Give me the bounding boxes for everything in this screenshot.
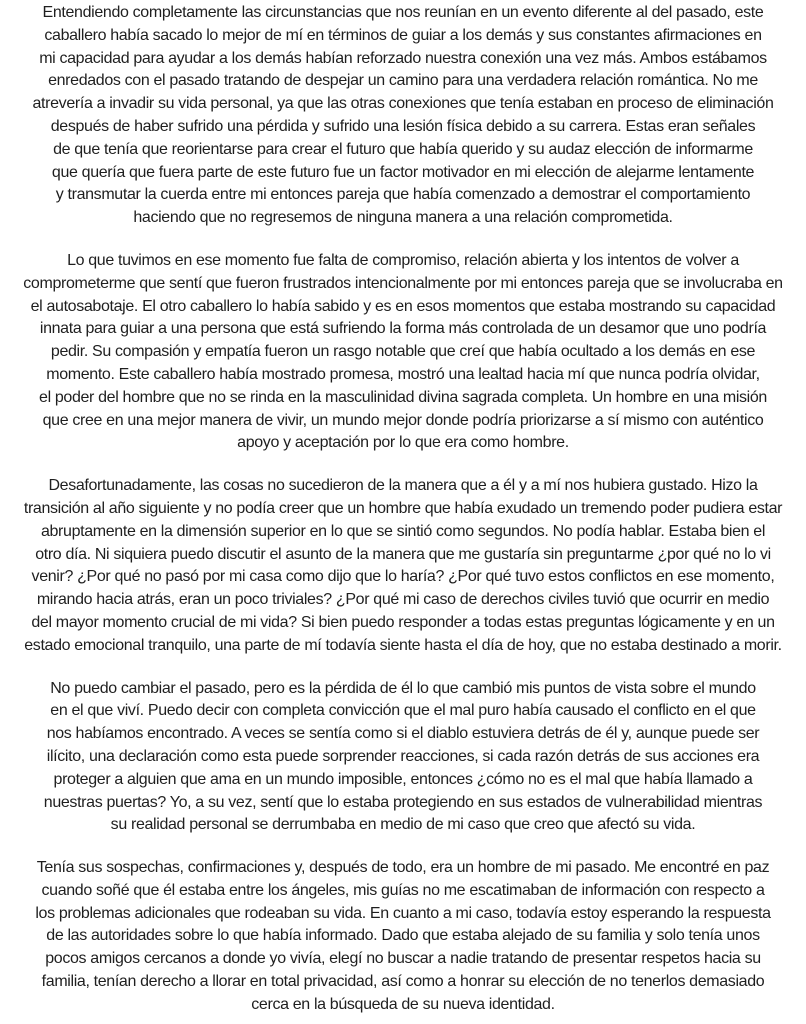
text-line: momento. Este caballero había mostrado promesa, mostró una lealtad hacia mí que nunca podría olvidar, (46, 365, 760, 383)
text-line: en el que viví. Puedo decir con completa convicción que el mal puro había causado el conflicto en el que (50, 702, 756, 720)
text-line: cuando soñé que él estaba entre los ángeles, mis guías no me escatimaban de información con respecto a (41, 881, 765, 899)
text-line: comprometerme que sentí que fueron frustrados intencionalmente por mi entonces pareja que se involucraba en (23, 274, 783, 292)
text-line: haciendo que no regresemos de ninguna manera a una relación comprometida. (133, 209, 673, 227)
text-line: transición al año siguiente y no podía creer que un hombre que había exudado un tremendo poder pudiera estar (23, 499, 783, 517)
text-line: ilícito, una declaración como esta puede sorprender reacciones, si cada razón detrás de sus acciones era (46, 747, 760, 765)
text-line: pocos amigos cercanos a donde yo vivía, elegí no buscar a nadie tratando de presentar respetos hacia su (45, 950, 761, 968)
text-line: nos habíamos encontrado. A veces se sentía como si el diablo estuviera detrás de él y, aunque puede ser (46, 725, 760, 743)
paragraph (0, 678, 806, 838)
text-line: pedir. Su compasión y empatía fueron un rasgo notable que creí que había ocultado a los demás en ese (50, 343, 756, 361)
text-line: los problemas adicionales que rodeaban su vida. En cuanto a mi caso, todavía estoy esperando la respuesta (35, 904, 771, 922)
text-line: el poder del hombre que no se rinda en la masculinidad divina sagrada completa. Un hombre en una misión (39, 388, 767, 406)
text-line: proteger a alguien que ama en un mundo imposible, entonces ¿cómo no es el mal que había llamado a (53, 770, 753, 788)
text-line: nuestras puertas? Yo, a su vez, sentí que lo estaba protegiendo en sus estados de vulnerabilidad mientras (43, 793, 763, 811)
text-line: abruptamente en la dimensión superior en lo que se sintió como segundos. No podía hablar. Estaba bien el (40, 522, 766, 540)
paragraph (0, 250, 806, 455)
text-line: mirando hacia atrás, eran un poco triviales? ¿Por qué mi caso de derechos civiles tuvió que ocurrir en medio (36, 591, 770, 609)
text-line: innata para guiar a una persona que está sufriendo la forma más controlada de un desamor que uno podría (39, 320, 767, 338)
text-line: otro día. Ni siquiera puedo discutir el asunto de la manera que me gustaría sin preguntarme ¿por qué no lo vi (35, 545, 771, 563)
text-line: Tenía sus sospechas, confirmaciones y, después de todo, era un hombre de mi pasado. Me encontré en paz (36, 859, 770, 877)
text-line: de que tenía que reorientarse para crear el futuro que había querido y su audaz elección de informarme (53, 140, 753, 158)
text-line: cerca en la búsqueda de su nueva identidad. (251, 995, 555, 1013)
text-line: venir? ¿Por qué no pasó por mi casa como dijo que lo haría? ¿Por qué tuvo estos conflictos en ese momento, (31, 568, 775, 586)
text-line: el autosabotaje. El otro caballero lo había sabido y es en esos momentos que estaba mostrando su capacidad (30, 297, 776, 315)
text-line: Desafortunadamente, las cosas no sucedieron de la manera que a él y a mí nos hubiera gustado. Hizo la (48, 477, 758, 495)
paragraph (0, 2, 806, 230)
text-line: del mayor momento crucial de mi vida? Si bien puedo responder a todas estas preguntas lógicamente y en un (31, 613, 775, 631)
text-line: mi capacidad para ayudar a los demás habían reforzado nuestra conexión una vez más. Ambos estábamos (39, 49, 767, 67)
text-line: No puedo cambiar el pasado, pero es la pérdida de él lo que cambió mis puntos de vista sobre el mundo (50, 679, 756, 697)
text-line: enredados con el pasado tratando de despejar un camino para una verdadera relación romántica. No me (48, 72, 758, 90)
text-line: Entendiendo completamente las circunstancias que nos reunían en un evento diferente al del pasado, este (42, 4, 764, 21)
text-line: caballero había sacado lo mejor de mí en términos de guiar a los demás y sus constantes afirmaciones en (44, 26, 762, 44)
text-line: estado emocional tranquilo, una parte de mí todavía siente hasta el día de hoy, que no estaba destinado a morir. (24, 636, 782, 654)
text-line: y transmutar la cuerda entre mi entonces pareja que había comenzado a demostrar el comportamiento (55, 186, 751, 204)
text-line: atrevería a invadir su vida personal, ya que las otras conexiones que tenía estaban en proceso de eliminación (32, 95, 774, 113)
paragraph (0, 857, 806, 1017)
text-line: su realidad personal se derrumbaba en medio de mi caso que creo que afectó su vida. (110, 816, 696, 834)
text-line: después de haber sufrido una pérdida y sufrido una lesión física debido a su carrera. Estas eran señales (50, 117, 756, 135)
text-line: familia, tenían derecho a llorar en total privacidad, así como a honrar su elección de no tenerlos demasiado (41, 973, 765, 991)
paragraph (0, 475, 806, 657)
text-line: apoyo y aceptación por lo que era como hombre. (237, 434, 569, 452)
text-line: de las autoridades sobre lo que había informado. Dado que estaba alejado de su familia y solo tenía unos (46, 927, 760, 945)
text-line: que cree en una mejor manera de vivir, un mundo mejor donde podría priorizarse a sí mismo con auténtico (42, 411, 764, 429)
text-line: Lo que tuvimos en ese momento fue falta de compromiso, relación abierta y los intentos de volver a (67, 251, 739, 269)
text-line: que quería que fuera parte de este futuro fue un factor motivador en mi elección de alejarme lentamente (51, 163, 755, 181)
